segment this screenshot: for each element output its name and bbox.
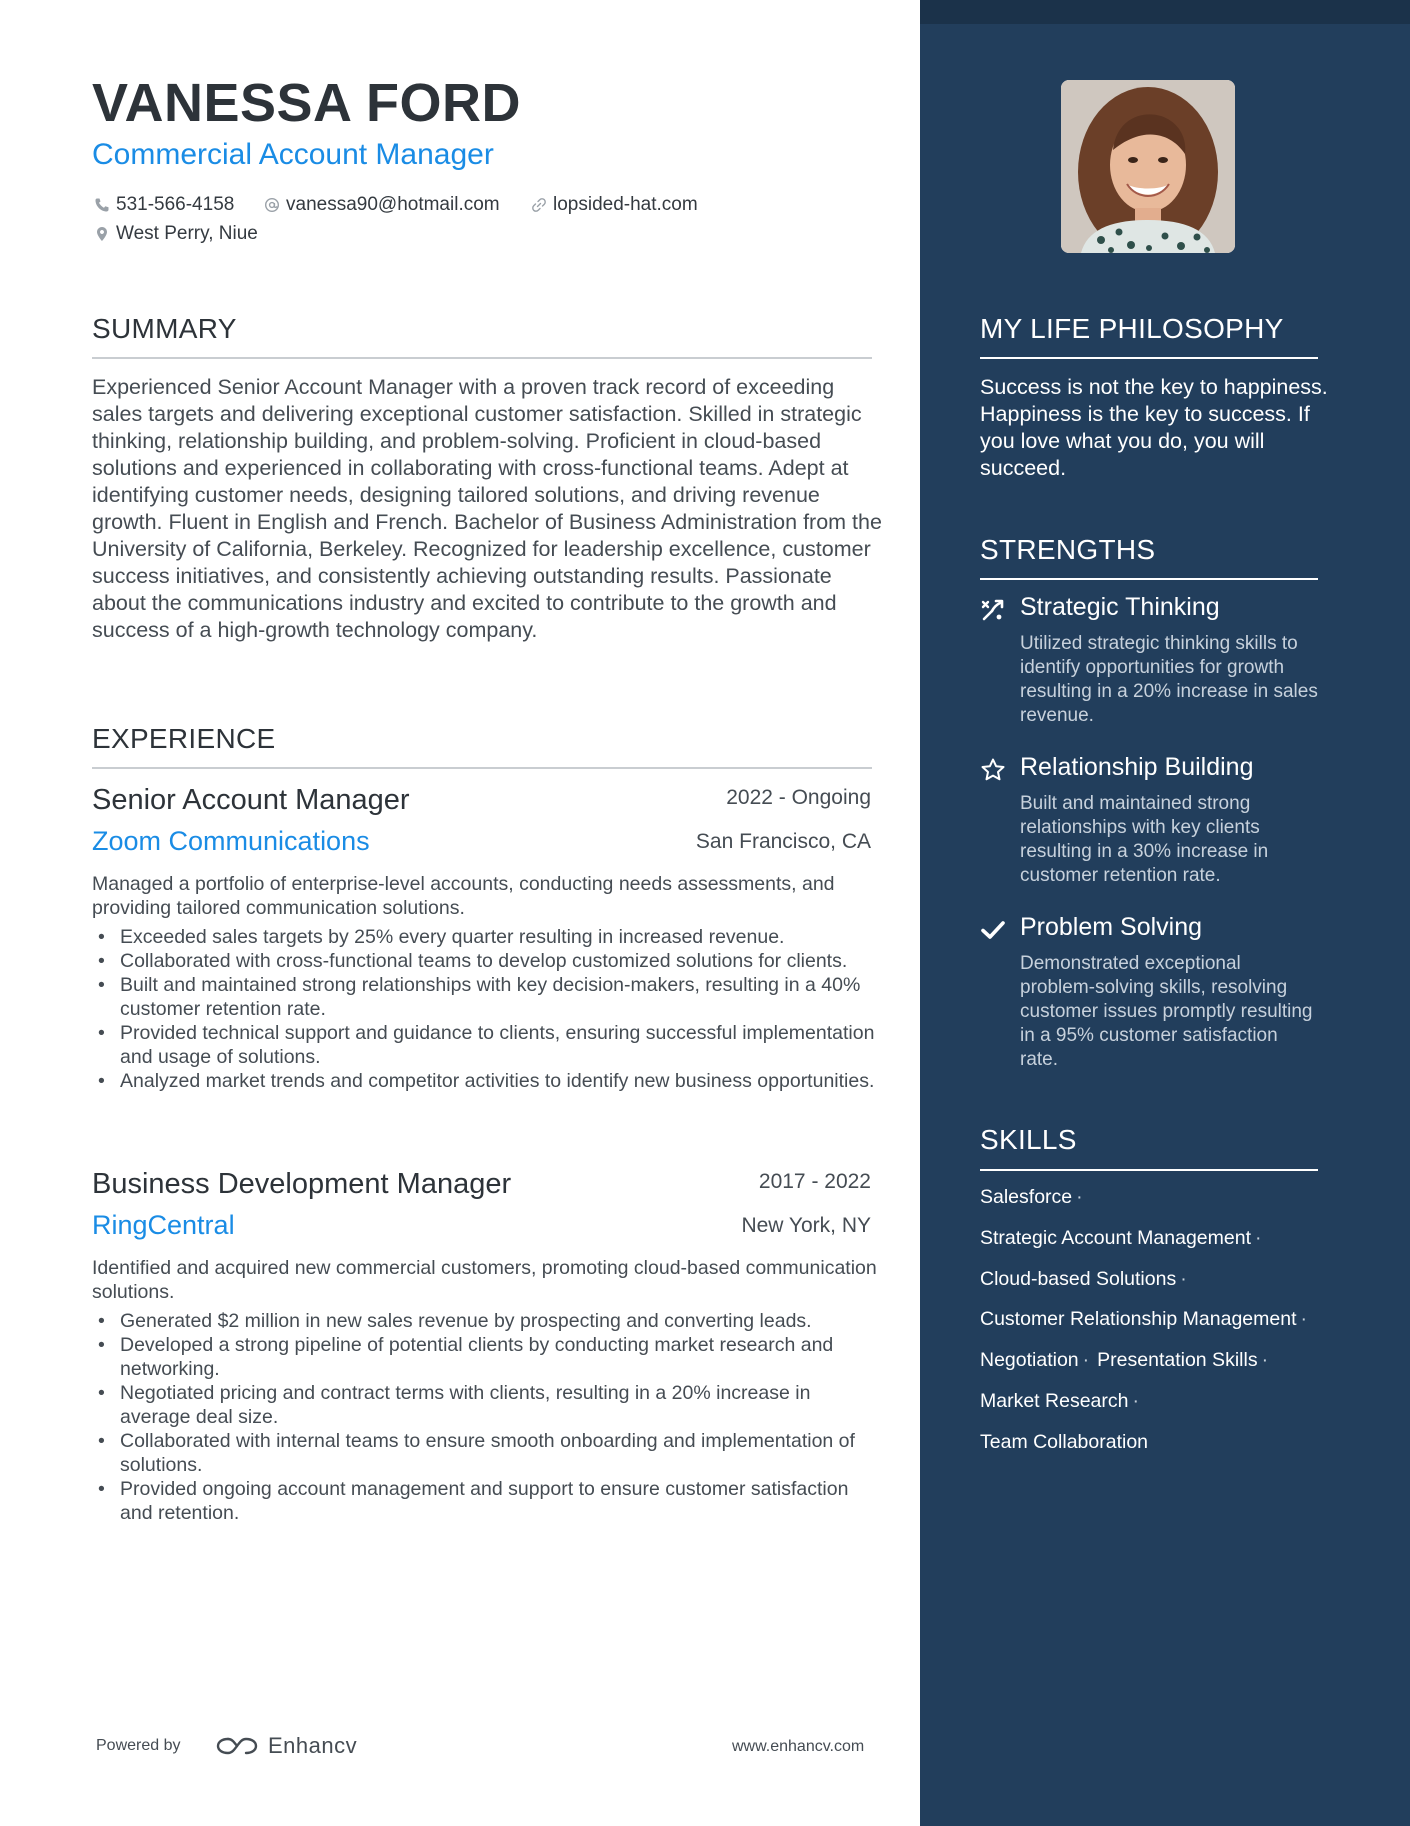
skill-separator: · bbox=[1300, 1308, 1307, 1330]
job-title: Senior Account Manager bbox=[92, 784, 410, 816]
job-description: Identified and acquired new commercial customers, promoting cloud-based communication solutions. bbox=[92, 1257, 877, 1303]
job-company: RingCentral bbox=[92, 1210, 235, 1240]
strength-description: Demonstrated exceptional problem-solving skills, resolving customer issues promptly resulting in a 95% customer satisfaction rate. bbox=[1020, 953, 1313, 1070]
skill-separator: · bbox=[1180, 1268, 1187, 1290]
job-bullet: • Exceeded sales targets by 25% every quarter resulting in increased revenue. bbox=[92, 925, 882, 949]
enhancv-mark-icon bbox=[214, 1734, 260, 1758]
job-bullets bbox=[92, 1309, 882, 1525]
candidate-role: Commercial Account Manager bbox=[92, 138, 494, 171]
job-location: New York, NY bbox=[741, 1214, 871, 1237]
job-description: Managed a portfolio of enterprise-level accounts, conducting needs assessments, and providing tailored communication solutions. bbox=[92, 873, 835, 919]
profile-photo bbox=[1061, 80, 1235, 253]
contact-location bbox=[94, 223, 258, 245]
enhancv-logo[interactable] bbox=[214, 1733, 357, 1759]
skill-item bbox=[980, 1268, 1187, 1291]
skill-item bbox=[980, 1227, 1262, 1250]
skill-separator: · bbox=[1132, 1390, 1139, 1412]
job-bullet: • Collaborated with cross-functional teams to develop customized solutions for clients. bbox=[92, 949, 882, 973]
skills-heading: SKILLS bbox=[980, 1124, 1077, 1155]
location-pin-icon bbox=[94, 226, 110, 242]
skill-separator: · bbox=[1261, 1349, 1269, 1371]
skill-label: Strategic Account Management bbox=[980, 1227, 1251, 1249]
email-text[interactable]: vanessa90@hotmail.com bbox=[286, 194, 500, 215]
sidebar-top-bar bbox=[920, 0, 1410, 24]
summary-text: Experienced Senior Account Manager with a proven track record of exceeding sales targets and delivering exceptional customer satisfaction. Skilled in strategic thinking, relationship building, and problem-solving. Proficient in cloud-based solutions and experienced in collaborating with cross-functional teams. Adept at identifying customer needs, designing tailored solutions, and driving revenue growth. Fluent in English and French. Bachelor of Business Administration from the University of California, Berkeley. Recognized for leadership excellence, customer success initiatives, and consistently achieving outstanding results. Passionate about the communications industry and excited to contribute to the growth and success of a high-growth technology company. bbox=[92, 375, 882, 642]
job-company: Zoom Communications bbox=[92, 826, 370, 856]
job-bullet: • Built and maintained strong relationships with key decision-makers, resulting in a 40% customer retention rate. bbox=[92, 973, 882, 1021]
job-title: Business Development Manager bbox=[92, 1168, 512, 1200]
philosophy-text: Success is not the key to happiness. Happiness is the key to success. If you love what you do, you will succeed. bbox=[980, 375, 1328, 480]
job-bullets bbox=[92, 925, 882, 1093]
skill-label: Customer Relationship Management bbox=[980, 1308, 1297, 1330]
strengths-divider bbox=[980, 578, 1318, 580]
contact-email[interactable] bbox=[264, 194, 500, 216]
strength-description: Utilized strategic thinking skills to identify opportunities for growth resulting in a 20% increase in sales revenue. bbox=[1020, 633, 1318, 726]
link-icon bbox=[531, 197, 547, 213]
job-dates: 2022 - Ongoing bbox=[726, 786, 871, 809]
job-bullet: • Collaborated with internal teams to ensure smooth onboarding and implementation of solutions. bbox=[92, 1429, 882, 1477]
summary-heading: SUMMARY bbox=[92, 313, 237, 344]
strength-name: Strategic Thinking bbox=[1020, 593, 1220, 621]
strength-name: Problem Solving bbox=[1020, 913, 1203, 941]
website-text[interactable]: lopsided-hat.com bbox=[553, 194, 698, 215]
philosophy-divider bbox=[980, 357, 1318, 359]
phone-icon bbox=[94, 197, 110, 213]
skill-label: Presentation Skills bbox=[1097, 1349, 1258, 1371]
skill-label: Negotiation bbox=[980, 1349, 1079, 1371]
skill-item bbox=[980, 1186, 1083, 1209]
skill-label: Salesforce bbox=[980, 1186, 1073, 1208]
footer-url[interactable]: www.enhancv.com bbox=[732, 1738, 865, 1755]
contact-phone bbox=[94, 194, 234, 216]
skill-label: Cloud-based Solutions bbox=[980, 1268, 1177, 1290]
at-icon bbox=[264, 197, 280, 213]
skill-item bbox=[980, 1390, 1139, 1413]
job-bullet: • Analyzed market trends and competitor activities to identify new business opportunities. bbox=[92, 1069, 882, 1093]
job-bullet: • Generated $2 million in new sales revenue by prospecting and converting leads. bbox=[92, 1309, 882, 1333]
strength-name: Relationship Building bbox=[1020, 753, 1254, 781]
job-bullet: • Provided technical support and guidance to clients, ensuring successful implementation and usage of solutions. bbox=[92, 1021, 882, 1069]
portrait-illustration bbox=[1061, 80, 1235, 253]
skill-separator: · bbox=[1076, 1186, 1083, 1208]
experience-divider bbox=[92, 767, 872, 769]
enhancv-brand-text: Enhancv bbox=[268, 1733, 358, 1758]
skill-separator: · bbox=[1082, 1349, 1090, 1371]
contact-website[interactable] bbox=[531, 194, 698, 216]
summary-divider bbox=[92, 357, 872, 359]
phone-text: 531-566-4158 bbox=[116, 194, 235, 215]
skill-item bbox=[980, 1349, 1268, 1372]
job-bullet: • Negotiated pricing and contract terms with clients, resulting in a 20% increase in average deal size. bbox=[92, 1381, 882, 1429]
location-text: West Perry, Niue bbox=[116, 223, 258, 244]
job-dates: 2017 - 2022 bbox=[758, 1170, 871, 1193]
philosophy-heading: MY LIFE PHILOSOPHY bbox=[980, 313, 1284, 344]
skill-item bbox=[980, 1308, 1307, 1331]
check-icon bbox=[980, 917, 1006, 943]
job-bullet: • Developed a strong pipeline of potential clients by conducting market research and networking. bbox=[92, 1333, 882, 1381]
strategy-icon bbox=[980, 597, 1006, 623]
star-icon bbox=[980, 757, 1006, 783]
strengths-heading: STRENGTHS bbox=[980, 534, 1156, 565]
experience-heading: EXPERIENCE bbox=[92, 723, 276, 754]
candidate-name: VANESSA FORD bbox=[92, 73, 522, 133]
job-bullet: • Provided ongoing account management and support to ensure customer satisfaction and retention. bbox=[92, 1477, 882, 1525]
skill-item bbox=[980, 1431, 1148, 1454]
skills-divider bbox=[980, 1169, 1318, 1171]
powered-by-label: Powered by bbox=[96, 1737, 181, 1754]
skill-separator: · bbox=[1255, 1227, 1262, 1249]
skill-label: Team Collaboration bbox=[980, 1431, 1149, 1453]
strength-description: Built and maintained strong relationships with key clients resulting in a 30% increase in customer retention rate. bbox=[1020, 793, 1269, 886]
skill-label: Market Research bbox=[980, 1390, 1129, 1412]
job-location: San Francisco, CA bbox=[695, 830, 871, 853]
